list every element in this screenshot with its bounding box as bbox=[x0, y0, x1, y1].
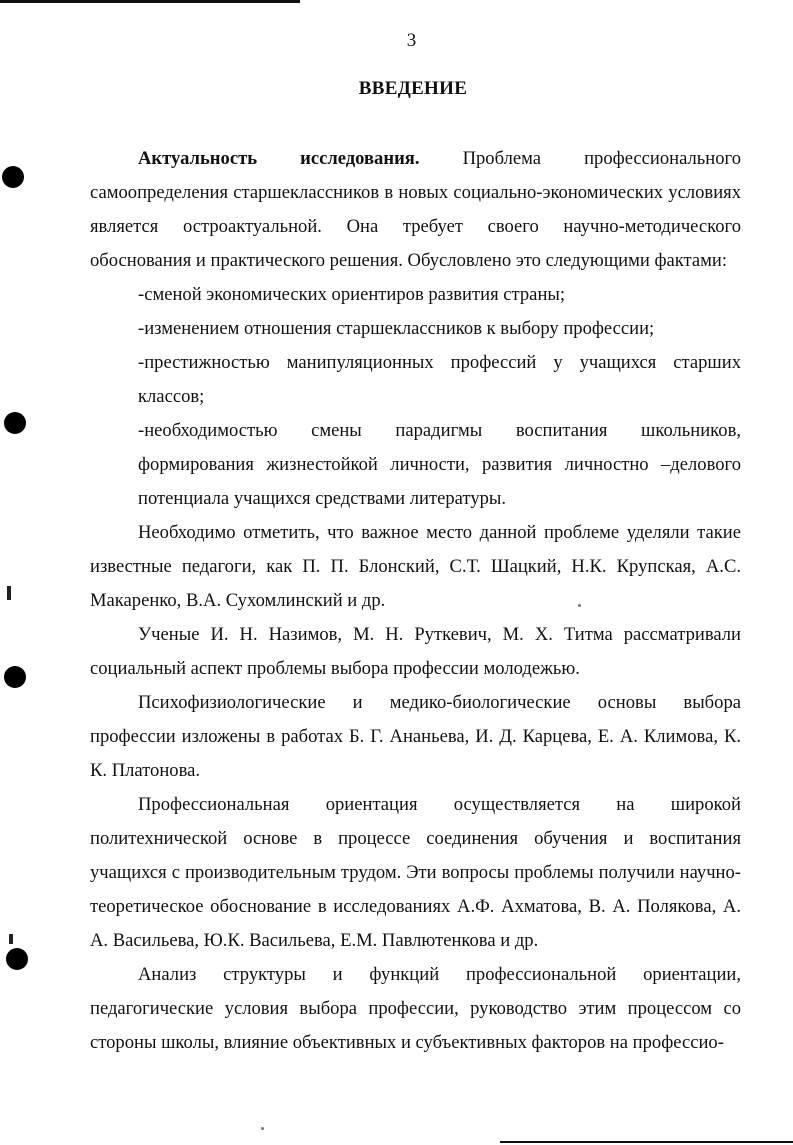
page-title: ВВЕДЕНИЕ bbox=[358, 78, 468, 99]
intro-lead: Актуальность исследования. bbox=[138, 148, 420, 169]
punch-hole-mark bbox=[6, 948, 28, 970]
scan-dust-dot bbox=[261, 1127, 264, 1130]
scan-top-edge-line bbox=[0, 0, 300, 3]
body-paragraph: Анализ структуры и функций профессиональной ориентации, педагогические условия выбора профессии, руководство этим процессом со стороны школы, влияние объективных и субъективных факторов на профессио- bbox=[90, 964, 741, 1053]
facts-list bbox=[90, 278, 741, 516]
list-item: -необходимостью смены парадигмы воспитания школьников, формирования жизнестойкой личности, развития личностно –делового потенциала учащихся средствами литературы. bbox=[138, 420, 741, 509]
punch-hole-mark bbox=[4, 666, 26, 688]
scan-artifact-mark bbox=[9, 934, 13, 944]
list-item: -изменением отношения старшеклассников к выбору профессии; bbox=[138, 318, 655, 339]
list-item: -престижностью манипуляционных профессий у учащихся старших классов; bbox=[138, 352, 741, 407]
scan-bottom-edge-line bbox=[500, 1141, 793, 1143]
intro-paragraph bbox=[90, 142, 741, 278]
body-paragraph: Психофизиологические и медико-биологические основы выбора профессии изложены в работах Б. Г. Ананьева, И. Д. Карцева, Е. А. Климова, К. К. Платонова. bbox=[90, 692, 741, 781]
punch-hole-mark bbox=[2, 166, 24, 188]
document-body bbox=[90, 142, 741, 1060]
body-paragraph: Необходимо отметить, что важное место данной проблеме уделяли такие известные педагоги, как П. П. Блонский, С.Т. Шацкий, Н.К. Крупская, А.С. Макаренко, В.А. Сухомлинский и др. bbox=[90, 522, 741, 611]
page-number: 3 bbox=[406, 30, 417, 51]
body-paragraph: Ученые И. Н. Назимов, М. Н. Руткевич, М. Х. Титма рассматривали социальный аспект проблемы выбора профессии молодежью. bbox=[90, 624, 741, 679]
punch-hole-mark bbox=[4, 412, 26, 434]
scan-artifact-mark bbox=[7, 586, 11, 600]
intro-text: Проблема профессионального самоопределения старшеклассников в новых социально-экономических условиях является остроактуальной. Она требует своего научно-методического обоснования и практического решения. Обусловлено это следующими фактами: bbox=[90, 148, 741, 271]
list-item: -сменой экономических ориентиров развития страны; bbox=[138, 284, 566, 305]
body-paragraph: Профессиональная ориентация осуществляется на широкой политехнической основе в процессе соединения обучения и воспитания учащихся с производительным трудом. Эти вопросы проблемы получили научно-теоретическое обоснование в исследованиях А.Ф. Ахматова, В. А. Полякова, А. А. Васильева, Ю.К. Васильева, Е.М. Павлютенкова и др. bbox=[90, 794, 741, 951]
